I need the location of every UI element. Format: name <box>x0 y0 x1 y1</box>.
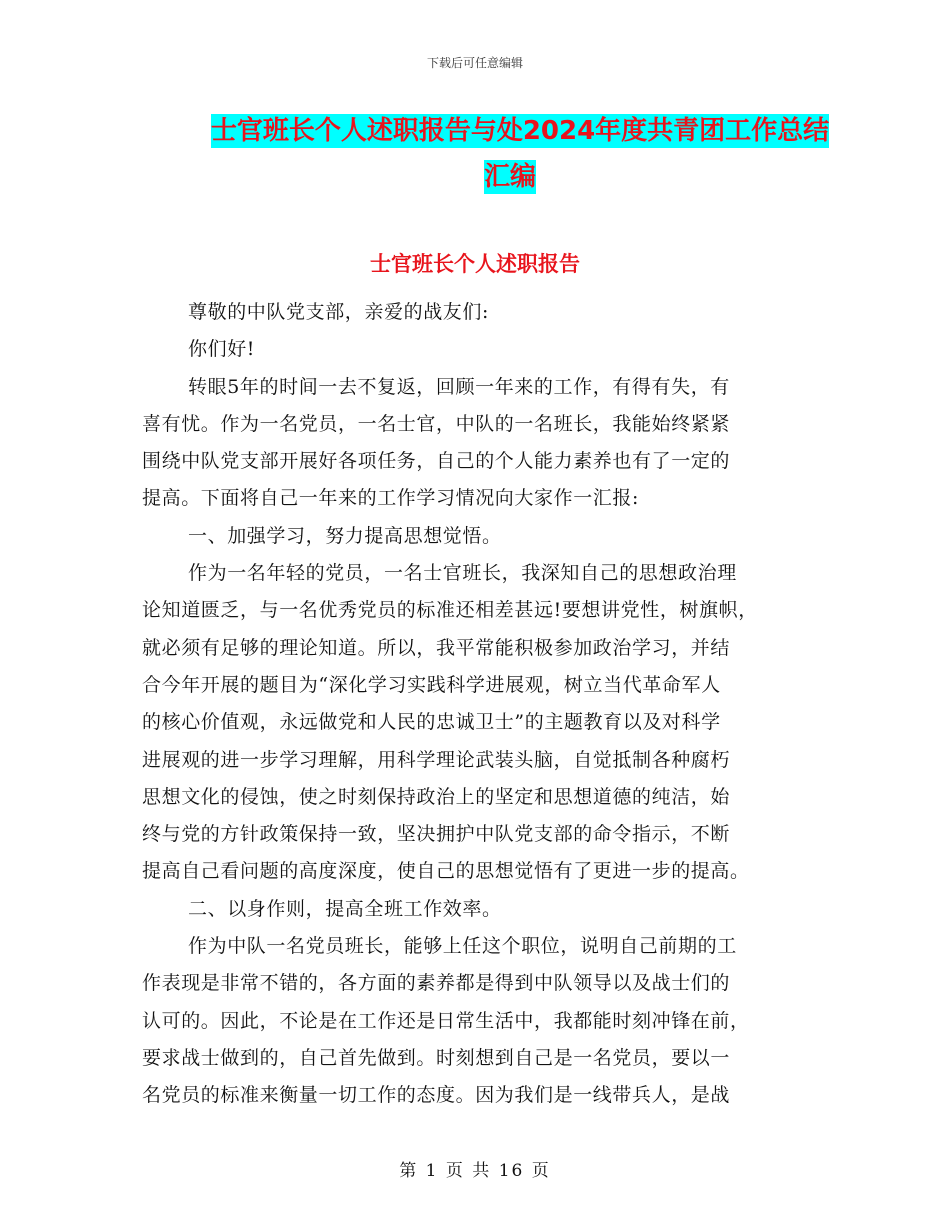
paragraph-line: 作为一名年轻的党员，一名士官班长，我深知自己的思想政治理 <box>188 562 737 585</box>
paragraph-line: 名党员的标准来衡量一切工作的态度。因为我们是一线带兵人，是战 <box>142 1084 731 1107</box>
paragraph-line: 思想文化的侵蚀，使之时刻保持政治上的坚定和思想道德的纯洁，始 <box>142 785 731 808</box>
paragraph-heading: 一、加强学习，努力提高思想觉悟。 <box>188 524 502 547</box>
paragraph-line: 你们好! <box>188 338 256 361</box>
section-title: 士官班长个人述职报告 <box>370 252 580 276</box>
paragraph-line: 进展观的进一步学习理解，用科学理论武装头脑，自觉抵制各种腐朽 <box>142 748 731 771</box>
paragraph-line: 就必须有足够的理论知道。所以，我平常能积极参加政治学习，并结 <box>142 636 731 659</box>
paragraph-line: 认可的。因此，不论是在工作还是日常生活中，我都能时刻冲锋在前， <box>142 1009 750 1032</box>
paragraph-line: 喜有忧。作为一名党员，一名士官，中队的一名班长，我能始终紧紧 <box>142 412 731 435</box>
paragraph-line: 提高。下面将自己一年来的工作学习情况向大家作一汇报: <box>142 487 640 510</box>
paragraph-line: 的核心价值观，永远做党和人民的忠诚卫士”的主题教育以及对科学 <box>142 711 721 734</box>
title-line-1 <box>140 108 860 154</box>
paragraph-heading: 二、以身作则，提高全班工作效率。 <box>188 897 502 920</box>
title-line-2 <box>140 154 860 200</box>
paragraph-line: 作表现是非常不错的，各方面的素养都是得到中队领导以及战士们的 <box>142 972 731 995</box>
document-title <box>140 108 860 200</box>
header-note: 下载后可任意编辑 <box>426 56 523 70</box>
title-line-2-text: 汇编 <box>483 162 536 192</box>
paragraph-line: 转眼5年的时间一去不复返，回顾一年来的工作，有得有失，有 <box>188 375 730 398</box>
paragraph-line: 提高自己看问题的高度深度，使自己的思想觉悟有了更进一步的提高。 <box>142 860 750 883</box>
title-line-1-text: 士官班长个人述职报告与处2024年度共青团工作总结 <box>210 116 830 146</box>
paragraph-line: 要求战士做到的，自己首先做到。时刻想到自己是一名党员，要以一 <box>142 1046 731 1069</box>
paragraph-line: 论知道匮乏，与一名优秀党员的标准还相差甚远!要想讲党性，树旗帜， <box>142 599 758 622</box>
body-text <box>142 294 812 1115</box>
paragraph-line: 围绕中队党支部开展好各项任务，自己的个人能力素养也有了一定的 <box>142 450 731 473</box>
paragraph-line: 终与党的方针政策保持一致，坚决拥护中队党支部的命令指示，不断 <box>142 823 731 846</box>
paragraph-line: 合今年开展的题目为“深化学习实践科学进展观，树立当代革命军人 <box>142 673 721 696</box>
paragraph-line: 作为中队一名党员班长，能够上任这个职位，说明自己前期的工 <box>188 935 737 958</box>
paragraph-line: 尊敬的中队党支部，亲爱的战友们: <box>188 301 490 323</box>
page-footer: 第 1 页 共 16 页 <box>399 1161 551 1181</box>
